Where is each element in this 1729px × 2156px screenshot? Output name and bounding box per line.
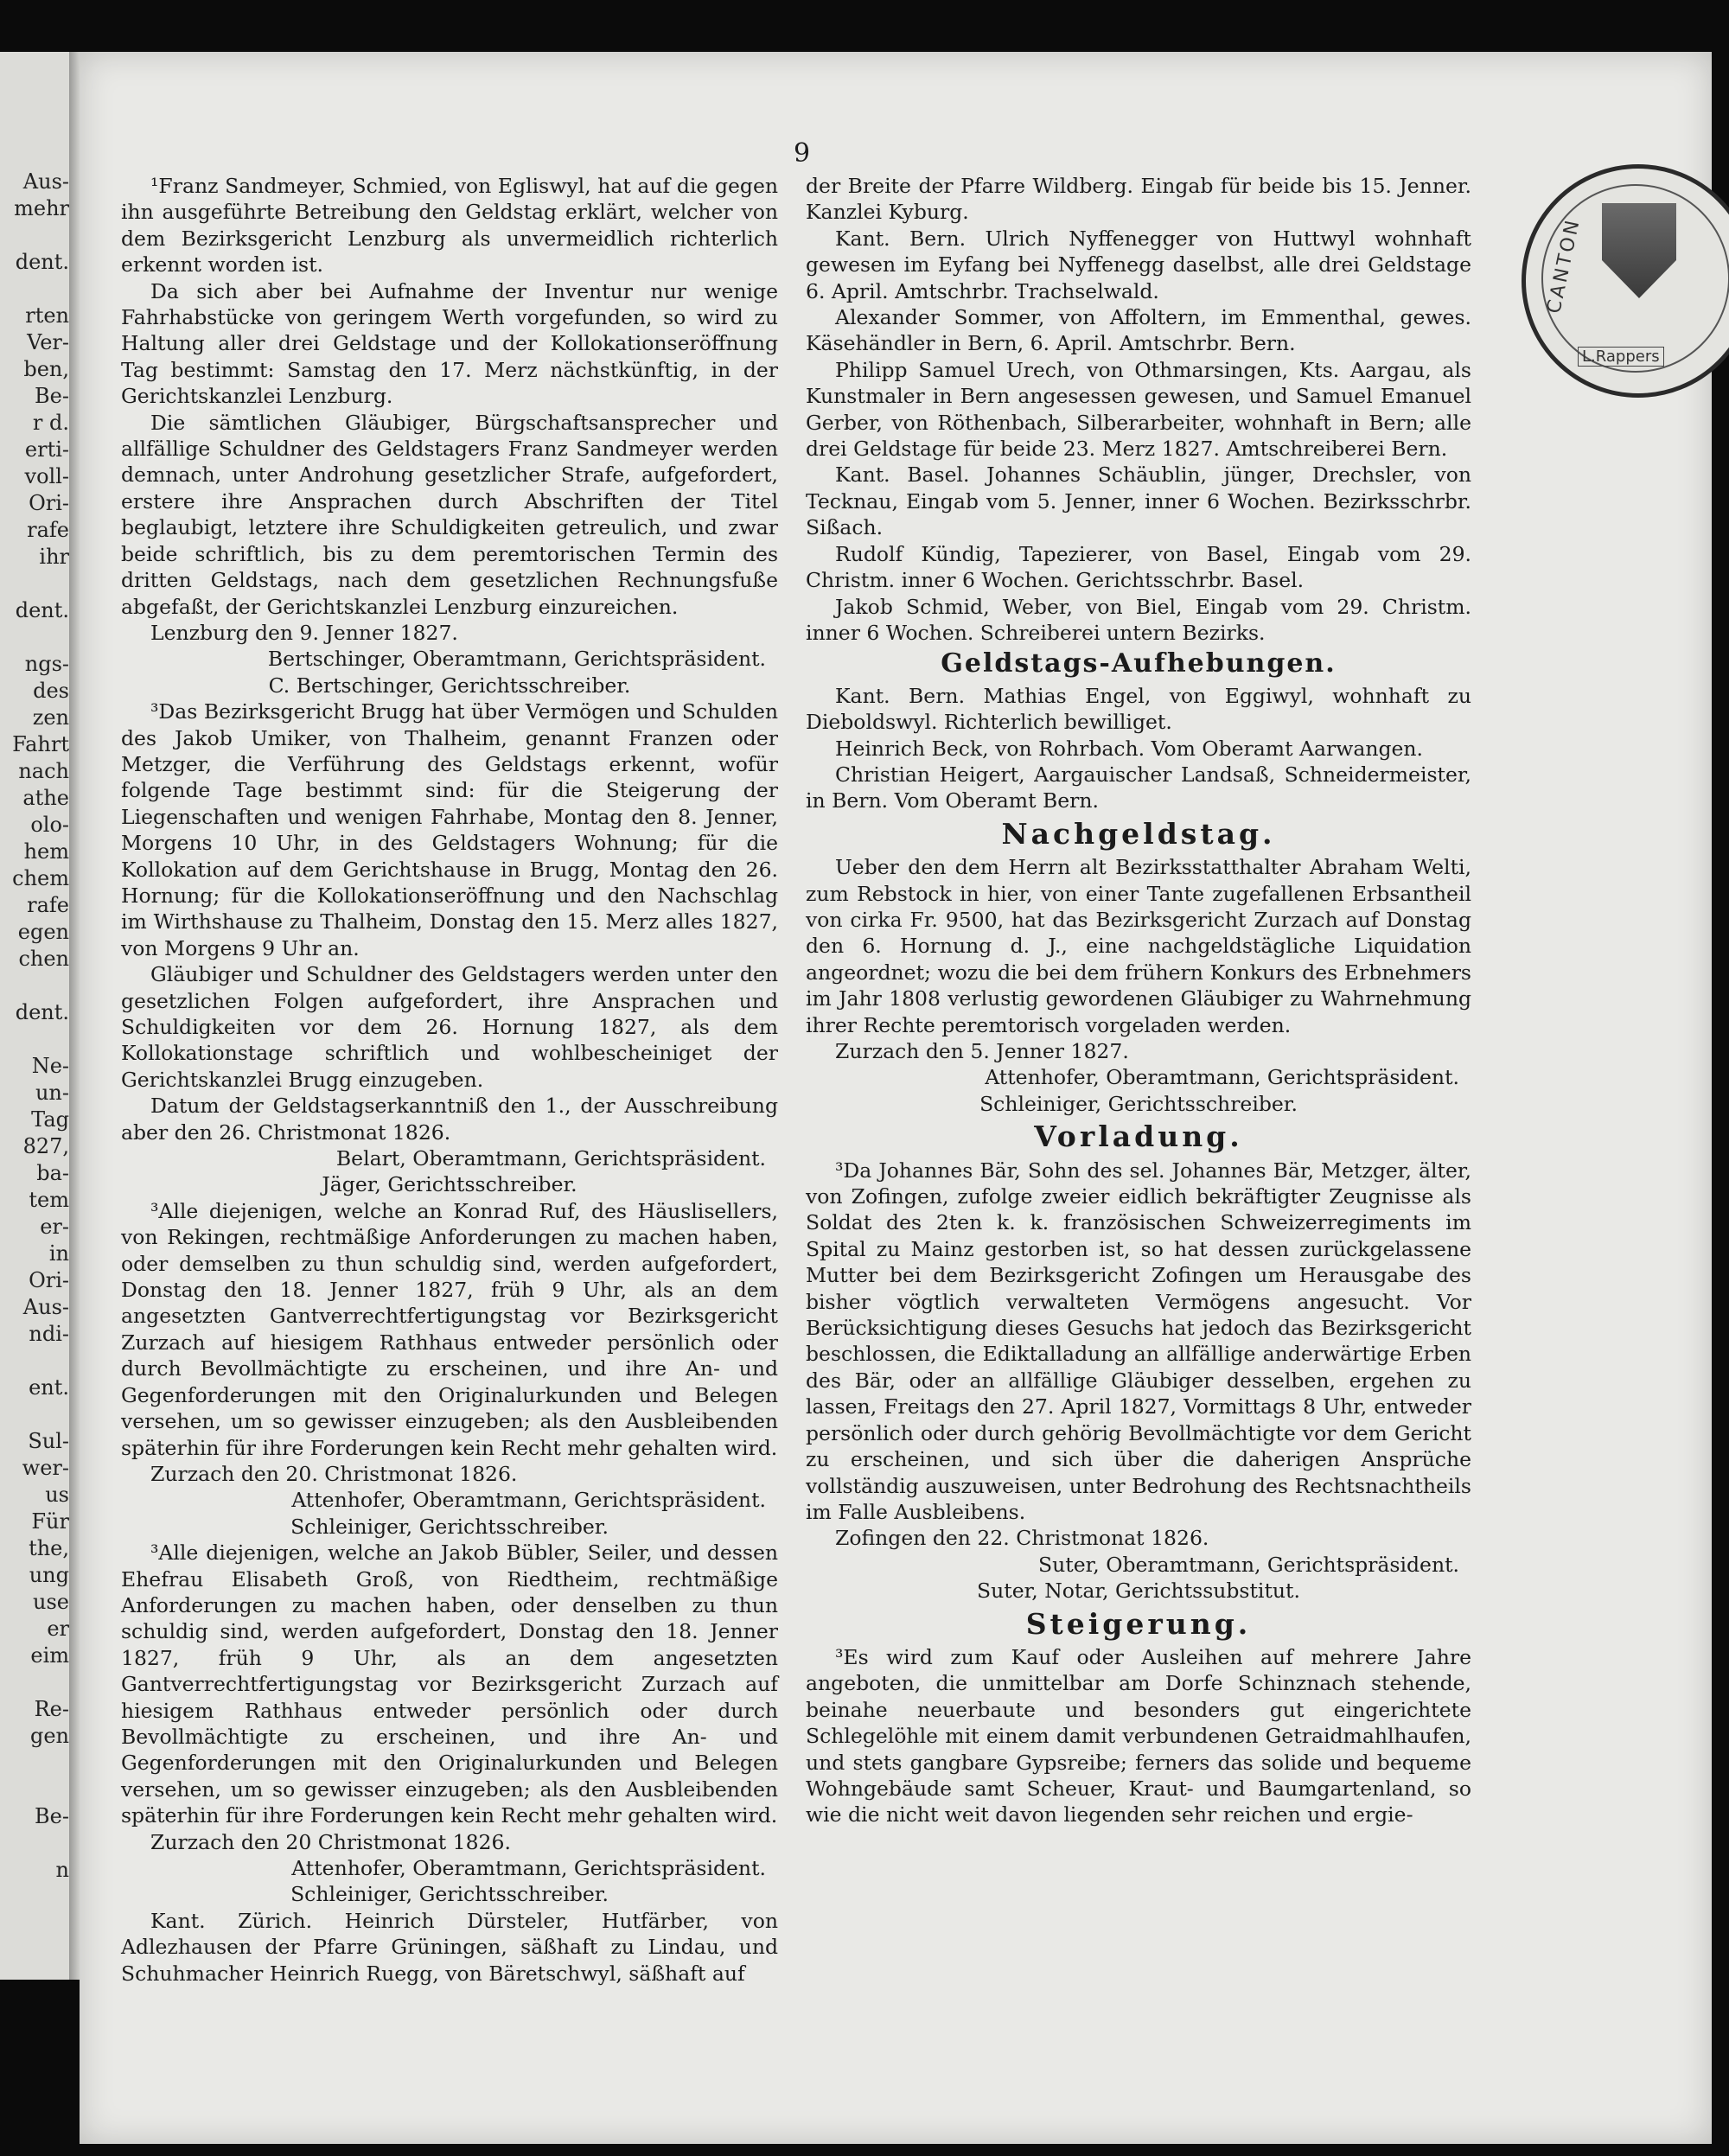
left-page-fragment: Fahrt [12,732,69,756]
text-paragraph: ³Da Johannes Bär, Sohn des sel. Johannes Bär, Metzger, älter, von Zofingen, zufolge zweier eidlich bekräftigter Zeugnisse als Soldat des 2ten k. k. französischen Schweizerregiments im Spital zu Mainz gestorben ist, so hat dessen zurückgelassene Mutter bei dem Bezirksgericht Zofingen um Herausgabe des bisher vögtlich verwalteten Vermögens angesucht. Vor Berücksichtigung dieses Gesuchs hat jedoch das Bezirksgericht beschlossen, die Ediktalladung an allfällige anderwärtige Erben des Bär, oder an allfällige Gläubiger desselben, ergehen zu lassen, Freitags den 27. April 1827, Vormittags 8 Uhr, entweder persönlich oder durch gehörig Bevollmächtigte vor dem Gericht zu erscheinen, und sich über die daherigen Ansprüche vollständig auszuweisen, unter Bedrohung des Rechtsnachtheils im Falle Ausbleibens. [806,1158,1471,1524]
left-page-fragment: gen [29,1724,69,1748]
text-paragraph: Belart, Oberamtmann, Gerichtspräsident. [335,1146,766,1171]
left-page-fragment: rten [25,303,69,328]
text-paragraph: Schleiniger, Gerichtsschreiber. [290,1514,609,1539]
text-paragraph: Die sämtlichen Gläubiger, Bürgschaftsansprecher und allfällige Schuldner des Geldstagers Franz Sandmeyer werden demnach, unter Androhung gesetzlicher Strafe, aufgefordert, erstere ihre Ansprachen durch Abschriften der Titel beglaubigt, letztere ihre Schuldigkeiten getreulich, und zwar beide schriftlich, bis zu dem peremtorischen Termin des dritten Geldstags, nach dem gesetzlichen Rechnungsfuße abgefaßt, der Gerichtskanzlei Lenzburg einzureichen. [121,410,778,619]
left-page-fragment: des [33,679,69,703]
left-page-fragment: er [47,1617,69,1641]
text-paragraph: Kant. Zürich. Heinrich Dürsteler, Hutfärber, von Adlezhausen der Pfarre Grüningen, säßhaft zu Lindau, und Schuhmacher Heinrich Ruegg, von Bäretschwyl, säßhaft auf [121,1908,778,1986]
text-paragraph: Da sich aber bei Aufnahme der Inventur nur wenige Fahrhabstücke von geringem Werth vorgefunden, so wird zu Haltung aller drei Geldstage und der Kollokationseröffnung Tag bestimmt: Samstag den 17. Merz nächstkünftig, in der Gerichtskanzlei Lenzburg. [121,278,778,409]
left-page-fragment: zen [32,705,69,730]
left-page-fragment: ben, [23,357,69,381]
left-page-margin [0,52,71,1980]
left-column [121,173,778,1987]
text-paragraph: ³Alle diejenigen, welche an Jakob Bübler, Seiler, und dessen Ehefrau Elisabeth Groß, von Riedtheim, rechtmäßige Anforderungen zu machen haben, oder denselben zu thun schuldig sind, werden aufgefordert, Donstag den 18. Jenner 1827, früh 9 Uhr, als an dem angesetzten Gantverrechtfertigungstag vor Bezirksgericht Zurzach auf hiesigem Rathhaus entweder persönlich oder durch Bevollmächtigte zu erscheinen, und ihre An- und Gegenforderungen mit den Originalurkunden und Belegen versehen, um so gewisser einzugeben; als den Ausbleibenden späterhin für ihre Forderungen kein Recht mehr gehalten wird. [121,1540,778,1828]
text-paragraph: Attenhofer, Oberamtmann, Gerichtspräsident. [985,1065,1459,1090]
text-paragraph: Suter, Notar, Gerichtssubstitut. [977,1579,1300,1604]
left-page-fragment: ndi- [29,1322,69,1346]
left-page-fragment: ent. [29,1375,69,1400]
text-paragraph: ¹Franz Sandmeyer, Schmied, von Egliswyl, hat auf die gegen ihn ausgeführte Betreibung den Geldstag erklärt, welcher von dem Bezirksgericht Lenzburg als unvermeidlich richterlich erkennt worden ist. [121,174,778,277]
text-paragraph: Rudolf Kündig, Tapezierer, von Basel, Eingab vom 29. Christm. inner 6 Wochen. Gerichtsschrbr. Basel. [806,541,1471,593]
text-paragraph: Jakob Schmid, Weber, von Biel, Eingab vom 29. Christm. inner 6 Wochen. Schreiberei untern Bezirks. [806,594,1471,645]
text-paragraph: Ueber den dem Herrn alt Bezirksstatthalter Abraham Welti, zum Rebstock in hier, von einer Tante zugefallenen Erbsantheil von cirka Fr. 9500, hat das Bezirksgericht Zurzach auf Donstag den 6. Hornung d. J., eine nachgeldstägliche Liquidation angeordnet; wozu die bei dem frühern Konkurs des Erbnehmers im Jahr 1808 verlustig gewordenen Gläubiger zu Wahrnehmung ihrer Rechte peremtorisch vorgeladen werden. [806,855,1471,1037]
left-page-fragment: hem [23,839,69,864]
text-paragraph: Christian Heigert, Aargauischer Landsaß, Schneidermeister, in Bern. Vom Oberamt Bern. [806,762,1471,813]
left-page-fragment: Ver- [27,330,69,354]
left-page-fragment: erti- [24,437,69,462]
left-page-fragment: rafe [27,518,69,542]
stamp-word: CANTON [1543,216,1585,316]
left-page-fragment: Ori- [29,491,69,515]
page-number: 9 [794,138,811,169]
stamp-sub: L.Rappers [1578,347,1664,367]
left-page-fragment: dent. [15,1000,69,1024]
left-page-fragment: Aus- [22,1295,69,1319]
left-page-fragment: Ne- [31,1054,69,1078]
left-page-fragment: athe [22,786,69,810]
section-heading: Vorladung. [1034,1119,1243,1154]
left-page-fragment: dent. [15,250,69,274]
section-heading: Nachgeldstag. [1001,816,1276,851]
left-page-fragment: ung [29,1563,69,1587]
left-page-fragment: Tag [31,1107,69,1132]
left-page-fragment: voll- [24,464,69,488]
text-paragraph: Attenhofer, Oberamtmann, Gerichtspräsident. [291,1488,766,1513]
text-paragraph: Attenhofer, Oberamtmann, Gerichtspräsident. [291,1856,766,1880]
text-paragraph: Jäger, Gerichtsschreiber. [322,1172,577,1197]
left-page-fragment: Aus- [22,169,69,194]
left-page-fragment: us [45,1483,69,1507]
left-page-fragment: tem [29,1188,69,1212]
text-paragraph: ³Alle diejenigen, welche an Konrad Ruf, des Häuslisellers, von Rekingen, rechtmäßige Anforderungen zu machen haben, oder demselben zu thun schuldig sind, werden aufgefordert, Donstag den 18. Jenner 1827, früh 9 Uhr, als an dem angesetzten Gantverrechtfertigungstag vor Bezirksgericht Zurzach auf hiesigem Rathhaus entweder persönlich oder durch Bevollmächtigte zu erscheinen, und ihre An- und Gegenforderungen mit den Originalurkunden und Belegen versehen, um so gewisser einzugeben; als den Ausbleibenden späterhin für ihre Forderungen kein Recht mehr gehalten wird. [121,1198,778,1460]
text-paragraph: der Breite der Pfarre Wildberg. Eingab für beide bis 15. Jenner. Kanzlei Kyburg. [806,174,1471,225]
left-page-fragment: use [33,1590,69,1614]
left-page-fragment: ngs- [24,652,69,676]
text-paragraph: Zofingen den 22. Christmonat 1826. [835,1526,1209,1551]
text-paragraph: Gläubiger und Schuldner des Geldstagers werden unter den gesetzlichen Folgen aufgefordert, ihre Ansprachen und Schuldigkeiten vor dem 26. Hornung 1827, als dem Kollokationstage schriftlich und wohlbescheiniget der Gerichtskanzlei Brugg einzugeben. [121,962,778,1092]
text-paragraph: C. Bertschinger, Gerichtsschreiber. [268,673,631,698]
text-paragraph: Kant. Basel. Johannes Schäublin, jünger, Drechsler, von Tecknau, Eingab vom 5. Jenner, inner 6 Wochen. Bezirksschrbr. Sißach. [806,462,1471,540]
text-paragraph: Suter, Oberamtmann, Gerichtspräsident. [1038,1552,1459,1577]
section-heading: Geldstags-Aufhebungen. [941,648,1337,679]
text-paragraph: Kant. Bern. Mathias Engel, von Eggiwyl, wohnhaft zu Dieboldswyl. Richterlich bewilliget. [806,683,1471,735]
left-page-fragment: 827, [22,1134,69,1158]
left-page-fragment: eim [30,1643,69,1668]
text-paragraph: Schleiniger, Gerichtsschreiber. [290,1882,609,1907]
left-page-fragment: olo- [30,813,69,837]
left-page-fragment: wer- [22,1456,69,1480]
left-page-fragment: ihr [39,545,69,569]
left-page-fragment: un- [35,1081,69,1105]
left-page-fragment: Ori- [29,1268,69,1292]
left-page-fragment: chem [12,866,69,890]
left-page-fragment: dent. [15,598,69,622]
left-page-fragment: nach [18,759,69,783]
text-paragraph: Zurzach den 5. Jenner 1827. [835,1039,1129,1063]
right-column [806,173,1471,1828]
text-paragraph: Heinrich Beck, von Rohrbach. Vom Oberamt Aarwangen. [835,736,1424,761]
text-paragraph: ³Das Bezirksgericht Brugg hat über Vermögen und Schulden des Jakob Umiker, von Thalheim, genannt Franzen oder Metzger, die Verführung des Geldstags erkennt, wofür folgende Tage bestimmt sind: für die Steigerung der Liegenschaften und wenigen Fahrhabe, Montag den 8. Jenner, Morgens 10 Uhr, in des Geldstagers Wohnung; für die Kollokation auf dem Gerichtshause in Brugg, Montag den 26. Hornung; für die Kollokationseröffnung und den Nachschlag im Wirthshause zu Thalheim, Donstag den 15. Merz alles 1827, von Morgens 9 Uhr an. [121,699,778,960]
left-page-fragment: Sul- [28,1429,69,1453]
left-page-fragment: Re- [34,1697,69,1721]
text-paragraph: Bertschinger, Oberamtmann, Gerichtspräsident. [267,647,766,672]
section-heading: Steigerung. [1025,1606,1252,1641]
text-paragraph: Zurzach den 20. Christmonat 1826. [150,1461,518,1486]
text-paragraph: Datum der Geldstagserkanntniß den 1., der Ausschreibung aber den 26. Christmonat 1826. [121,1094,778,1145]
left-page-fragment: chen [18,947,69,971]
left-page-fragment: mehr [14,196,69,220]
text-paragraph: Kant. Bern. Ulrich Nyffenegger von Huttwyl wohnhaft gewesen im Eyfang bei Nyffenegg daselbst, alle drei Geldstage 6. April. Amtschrbr. Trachselwald. [806,226,1471,303]
left-page-fragment: r d. [32,411,69,435]
text-paragraph: Schleiniger, Gerichtsschreiber. [979,1091,1298,1116]
left-page-fragment: in [48,1241,69,1266]
left-page-fragment: the, [29,1536,69,1560]
left-page-fragment: egen [17,920,69,944]
text-paragraph: Zurzach den 20 Christmonat 1826. [150,1829,511,1854]
left-page-fragment: Be- [35,1804,69,1828]
left-page-fragment: rafe [27,893,69,917]
text-paragraph: Philipp Samuel Urech, von Othmarsingen, Kts. Aargau, als Kunstmaler in Bern angesessen gewesen, und Samuel Emanuel Gerber, von Röthenbach, Silberarbeiter, wohnhaft in Bern; alle drei Geldstage für beide 23. Merz 1827. Amtschreiberei Bern. [806,357,1471,462]
text-paragraph: ³Es wird zum Kauf oder Ausleihen auf mehrere Jahre angeboten, die unmittelbar am Dorfe Schinznach stehende, beinahe neuerbaute und besonders gut eingerichtete Schlegelöhle mit einem damit verbundenen Getraidmahlhaufen, und stets gangbare Gypsreibe; ferners das solide und bequeme Wohngebäude samt Scheuer, Kraut- und Baumgartenland, so wie die nicht weit davon liegenden sehr reichen und ergie- [806,1644,1471,1827]
left-page-fragment: Be- [35,384,69,408]
left-page-fragment: n [55,1858,69,1882]
text-paragraph: Lenzburg den 9. Jenner 1827. [150,620,458,645]
left-page-fragment: er- [40,1215,69,1239]
left-page-fragment: Für [31,1509,69,1534]
text-paragraph: Alexander Sommer, von Affoltern, im Emmenthal, gewes. Käsehändler in Bern, 6. April. Amtschrbr. Bern. [806,305,1471,356]
left-page-fragment: ba- [36,1161,69,1185]
